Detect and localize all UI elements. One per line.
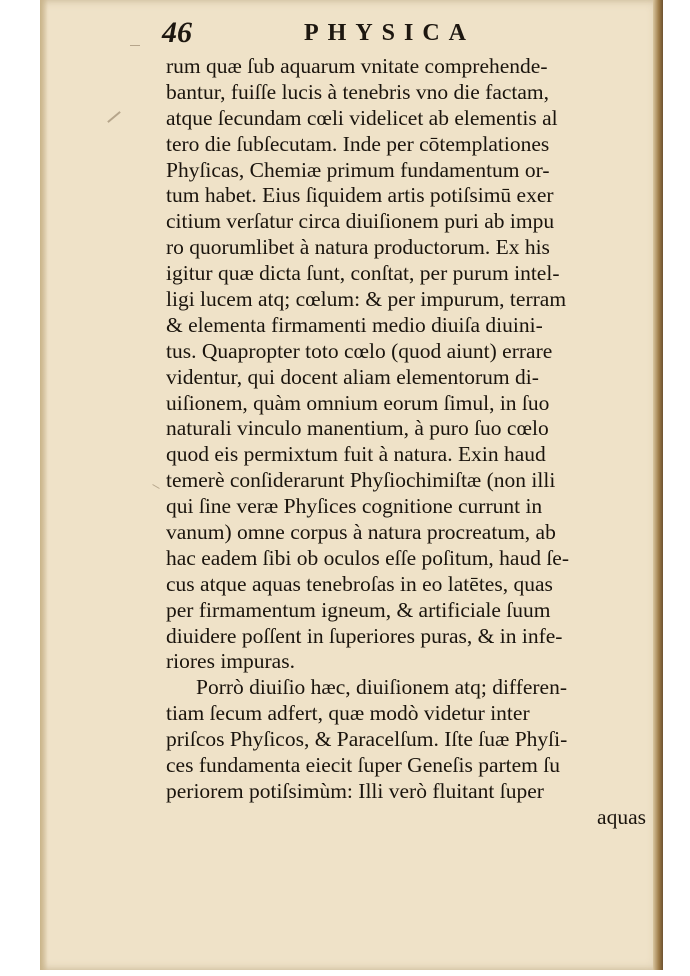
gutter-shadow bbox=[40, 0, 48, 970]
text-line: riores impuras. bbox=[166, 649, 295, 674]
text-line: & elementa firmamenti medio diuiſa diuini- bbox=[166, 312, 543, 337]
text-line: ligi lucem atq; cœlum: & per impurum, terram bbox=[166, 287, 567, 312]
text-line: vanum) omne corpus à natura procreatum, ab bbox=[166, 520, 556, 545]
text-line: atque ſecundam cœli videlicet ab elementis al bbox=[166, 105, 558, 130]
text-line: igitur quæ dicta ſunt, conſtat, per purum intel- bbox=[166, 261, 560, 286]
catchword: aquas bbox=[597, 804, 646, 829]
text-line: tiam ſecum adfert, quæ modò videtur inter bbox=[166, 701, 530, 726]
text-line: uiſionem, quàm omnium eorum ſimul, in ſuo bbox=[166, 390, 550, 415]
ink-mark bbox=[107, 111, 121, 123]
text-line: tus. Quapropter toto cœlo (quod aiunt) errare bbox=[166, 338, 553, 363]
text-line: priſcos Phyſicos, & Paracelſum. Iſte ſuæ Phyſi- bbox=[166, 727, 568, 752]
text-line: cus atque aquas tenebroſas in eo latētes, quas bbox=[166, 571, 553, 596]
text-line: Phyſicas, Chemiæ primum fundamentum or- bbox=[166, 157, 550, 182]
text-line: qui ſine veræ Phyſices cognitione currunt in bbox=[166, 494, 543, 519]
text-line: tero die ſubſecutam. Inde per cōtemplationes bbox=[166, 131, 550, 156]
text-line: rum quæ ſub aquarum vnitate comprehende- bbox=[166, 54, 548, 78]
ink-mark bbox=[152, 484, 159, 489]
running-title: PHYSICA bbox=[304, 20, 476, 46]
text-line: bantur, fuiſſe lucis à tenebris vno die factam, bbox=[166, 79, 550, 104]
text-line: periorem potiſsimùm: Illi verò fluitant ſuper bbox=[166, 778, 544, 803]
text-line: hac eadem ſibi ob oculos eſſe poſitum, haud ſe- bbox=[166, 545, 570, 570]
text-line: quod eis permixtum fuit à natura. Exin haud bbox=[166, 442, 546, 467]
page-number: 46 bbox=[162, 16, 192, 49]
body-text bbox=[166, 54, 663, 831]
text-line: citium verſatur circa diuiſionem puri ab impu bbox=[166, 209, 555, 234]
text-line: temerè conſiderarunt Phyſiochimiſtæ (non illi bbox=[166, 468, 556, 493]
text-line: ro quorumlibet à natura productorum. Ex his bbox=[166, 235, 550, 260]
text-line: ces fundamenta eiecit ſuper Geneſis partem ſu bbox=[166, 753, 561, 778]
paragraph-start-line: Porrò diuiſio hæc, diuiſionem atq; differen- bbox=[196, 675, 568, 700]
text-line: tum habet. Eius ſiquidem artis potiſsimū exer bbox=[166, 183, 554, 208]
ink-mark bbox=[130, 45, 140, 46]
book-page bbox=[40, 0, 663, 970]
text-line: naturali vinculo manentium, à puro ſuo cœlo bbox=[166, 416, 549, 441]
text-line: per firmamentum igneum, & artificiale ſuum bbox=[166, 597, 551, 622]
text-line: videntur, qui docent aliam elementorum di- bbox=[166, 364, 539, 389]
page-header bbox=[162, 14, 542, 54]
text-line: diuidere poſſent in ſuperiores puras, & in infe- bbox=[166, 623, 563, 648]
